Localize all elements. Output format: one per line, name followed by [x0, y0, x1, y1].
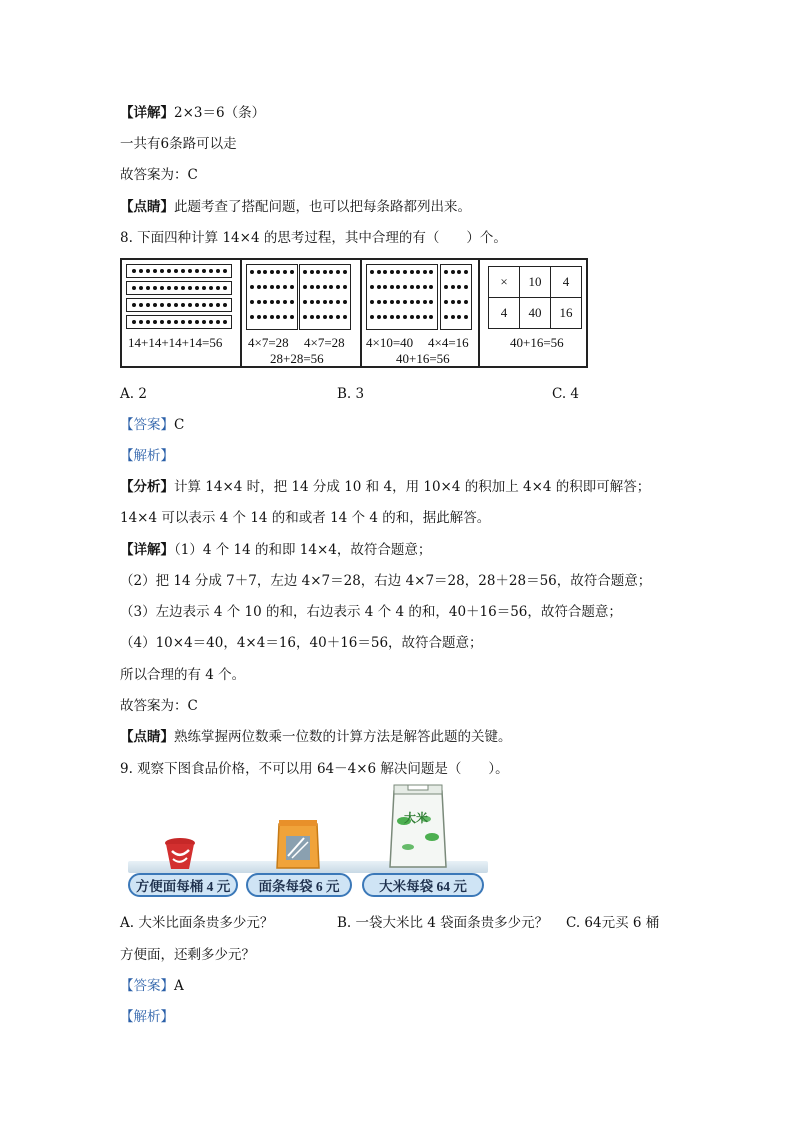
- detail-text: （1）4 个 14 的和即 14×4，故符合题意；: [174, 542, 432, 558]
- dot: [444, 300, 448, 304]
- dot: [383, 270, 387, 274]
- dot: [283, 315, 287, 319]
- conclusion-line: 所以合理的有 4 个。: [120, 667, 246, 683]
- answer-line: [120, 977, 184, 995]
- method-4-equation: 40+16=56: [510, 335, 564, 350]
- dot: [451, 315, 455, 319]
- option-a: A. 2: [120, 386, 147, 402]
- dot: [188, 269, 192, 273]
- price-tag-noodle-cup: 方便面每桶 4 元: [128, 873, 238, 897]
- dot: [329, 270, 333, 274]
- dot: [451, 270, 455, 274]
- method-3-equation-a: 4×10=40: [366, 335, 414, 350]
- analysis-line-1: [120, 478, 650, 496]
- dot: [132, 286, 136, 290]
- detail-line-1: [120, 541, 431, 559]
- dot: [377, 300, 381, 304]
- dot: [283, 300, 287, 304]
- dot: [153, 320, 157, 324]
- dot: [390, 300, 394, 304]
- dot: [160, 286, 164, 290]
- table-cell: 10: [520, 267, 551, 298]
- dot: [290, 315, 294, 319]
- dot: [310, 285, 314, 289]
- dot: [167, 269, 171, 273]
- dot-group-left: [246, 264, 298, 330]
- dot: [276, 285, 280, 289]
- dot: [263, 285, 267, 289]
- dianjing-tag: 【点睛】: [120, 199, 174, 215]
- dot: [464, 300, 468, 304]
- dot: [444, 285, 448, 289]
- detail-line-4: （4）10×4＝40，4×4＝16，40＋16＝56，故符合题意；: [120, 635, 483, 651]
- price-tag-rice: 大米每袋 64 元: [362, 873, 484, 897]
- method-3-cell: [362, 260, 478, 366]
- dot: [209, 269, 213, 273]
- dot-group-right: [299, 264, 351, 330]
- analysis-tag: 【分析】: [120, 479, 174, 495]
- dot: [464, 285, 468, 289]
- q9-figure: [128, 785, 488, 905]
- dot: [195, 320, 199, 324]
- dot: [270, 285, 274, 289]
- dot: [132, 320, 136, 324]
- dot: [263, 270, 267, 274]
- dot: [276, 270, 280, 274]
- dot: [303, 315, 307, 319]
- dot: [146, 320, 150, 324]
- dot: [429, 270, 433, 274]
- option-b: B. 一袋大米比 4 袋面条贵多少元？: [337, 915, 549, 931]
- detail-tag: 【详解】: [120, 542, 174, 558]
- dianjing-text: 此题考查了搭配问题，也可以把每条路都列出来。: [174, 199, 471, 215]
- dot: [336, 300, 340, 304]
- dot: [146, 269, 150, 273]
- dot: [153, 286, 157, 290]
- dot: [323, 300, 327, 304]
- dot: [336, 270, 340, 274]
- dot: [323, 270, 327, 274]
- option-c-continued: 方便面，还剩多少元？: [120, 947, 255, 963]
- dot: [457, 300, 461, 304]
- method-3-equation-c: 40+16=56: [396, 351, 450, 366]
- dot: [250, 285, 254, 289]
- dot: [257, 270, 261, 274]
- dot: [457, 270, 461, 274]
- method-1-cell: [122, 260, 240, 366]
- dot: [390, 315, 394, 319]
- dot: [383, 315, 387, 319]
- method-2-equation-c: 28+28=56: [270, 351, 324, 366]
- dot: [209, 303, 213, 307]
- dot: [403, 285, 407, 289]
- dot: [223, 286, 227, 290]
- detail-text: 2×3＝6（条）: [174, 105, 266, 121]
- question-8-stem: 8. 下面四种计算 14×4 的思考过程，其中合理的有（ ）个。: [120, 230, 507, 246]
- dot: [290, 300, 294, 304]
- dot: [167, 320, 171, 324]
- table-cell: ×: [489, 267, 520, 298]
- dot: [250, 300, 254, 304]
- method-2-equation-b: 4×7=28: [304, 335, 345, 350]
- dot: [343, 300, 347, 304]
- dot: [343, 315, 347, 319]
- dot: [444, 315, 448, 319]
- dot: [316, 270, 320, 274]
- dot: [270, 270, 274, 274]
- dot: [209, 320, 213, 324]
- table-cell: 4: [489, 298, 520, 329]
- dot: [181, 286, 185, 290]
- dot: [403, 270, 407, 274]
- dot: [370, 285, 374, 289]
- dot: [336, 315, 340, 319]
- dot: [223, 320, 227, 324]
- detail-line: [120, 104, 265, 122]
- dot: [202, 320, 206, 324]
- dianjing-text: 熟练掌握两位数乘一位数的计算方法是解答此题的关键。: [174, 729, 512, 745]
- price-tag-noodle-bag: 面条每袋 6 元: [246, 873, 352, 897]
- dot: [377, 270, 381, 274]
- dianjing-line: [120, 198, 471, 216]
- dot: [457, 315, 461, 319]
- jiexi-heading: 【解析】: [120, 448, 174, 464]
- final-answer-line: 故答案为：C: [120, 698, 198, 714]
- dot: [429, 285, 433, 289]
- dot: [276, 300, 280, 304]
- dot: [303, 285, 307, 289]
- answer-value: C: [174, 417, 185, 433]
- dot: [316, 315, 320, 319]
- dot: [370, 270, 374, 274]
- dot: [276, 315, 280, 319]
- answer-tag: 【答案】: [120, 417, 174, 433]
- dot: [390, 270, 394, 274]
- dot: [188, 303, 192, 307]
- dot: [188, 320, 192, 324]
- dot-row: [126, 281, 232, 295]
- dot: [403, 315, 407, 319]
- dot: [167, 303, 171, 307]
- dot: [444, 270, 448, 274]
- dot: [139, 269, 143, 273]
- table-cell: 16: [551, 298, 582, 329]
- dot: [202, 286, 206, 290]
- dot: [290, 285, 294, 289]
- option-c: C. 64元买 6 桶: [566, 915, 660, 931]
- dot: [310, 270, 314, 274]
- analysis-text: 计算 14×4 时，把 14 分成 10 和 4，用 10×4 的积加上 4×4 的积即可解答；: [174, 479, 651, 495]
- table-cell: 4: [551, 267, 582, 298]
- dot: [290, 270, 294, 274]
- dot: [329, 285, 333, 289]
- dot: [257, 285, 261, 289]
- dot: [209, 286, 213, 290]
- rice-bag-label: 大米: [404, 811, 429, 825]
- dot: [416, 270, 420, 274]
- dot: [174, 269, 178, 273]
- jiexi-heading: 【解析】: [120, 1009, 174, 1025]
- dot: [457, 285, 461, 289]
- dot: [195, 286, 199, 290]
- answer-value: A: [174, 978, 184, 994]
- dot: [343, 285, 347, 289]
- table-cell: 40: [520, 298, 551, 329]
- dot: [195, 303, 199, 307]
- dot: [451, 285, 455, 289]
- dot: [410, 285, 414, 289]
- dot: [174, 286, 178, 290]
- dot: [303, 300, 307, 304]
- dot: [270, 300, 274, 304]
- dot: [263, 300, 267, 304]
- option-b: B. 3: [337, 386, 365, 402]
- dot: [216, 269, 220, 273]
- answer-line: 故答案为：C: [120, 167, 198, 183]
- dot-group-tens: [366, 264, 438, 330]
- dot: [181, 303, 185, 307]
- dot: [174, 303, 178, 307]
- dot: [160, 303, 164, 307]
- dot: [188, 286, 192, 290]
- dot: [202, 269, 206, 273]
- dot: [195, 269, 199, 273]
- dot: [370, 315, 374, 319]
- dot: [410, 315, 414, 319]
- dot: [410, 300, 414, 304]
- dianjing-tag: 【点睛】: [120, 729, 174, 745]
- method-4-cell: [480, 260, 586, 366]
- dot: [257, 300, 261, 304]
- dot: [396, 300, 400, 304]
- dot-row: [126, 264, 232, 278]
- dot: [323, 315, 327, 319]
- dot: [396, 315, 400, 319]
- dot: [423, 315, 427, 319]
- dot: [390, 285, 394, 289]
- dot: [132, 303, 136, 307]
- multiplication-table: [488, 266, 582, 329]
- dot: [270, 315, 274, 319]
- dot-row: [126, 298, 232, 312]
- method-2-cell: [242, 260, 360, 366]
- dot: [396, 270, 400, 274]
- dot: [160, 269, 164, 273]
- dot: [139, 320, 143, 324]
- dot: [202, 303, 206, 307]
- dot: [423, 270, 427, 274]
- detail-tag: 【详解】: [120, 105, 174, 121]
- dot: [383, 300, 387, 304]
- dot: [223, 303, 227, 307]
- answer-tag: 【答案】: [120, 978, 174, 994]
- q8-figure: [120, 258, 588, 368]
- dot: [316, 285, 320, 289]
- dot: [250, 270, 254, 274]
- dot: [416, 300, 420, 304]
- dot: [303, 270, 307, 274]
- dot: [329, 315, 333, 319]
- dot: [416, 315, 420, 319]
- dot: [336, 285, 340, 289]
- explanation-line: 一共有6条路可以走: [120, 136, 237, 152]
- dot: [216, 303, 220, 307]
- dot: [181, 320, 185, 324]
- detail-line-2: （2）把 14 分成 7＋7，左边 4×7＝28，右边 4×7＝28，28＋28＝56，故符合题意；: [120, 573, 652, 589]
- dot: [310, 315, 314, 319]
- noodle-bag-icon: [274, 818, 322, 870]
- method-3-equation-b: 4×4=16: [428, 335, 469, 350]
- dot: [464, 315, 468, 319]
- dot: [383, 285, 387, 289]
- dot: [216, 286, 220, 290]
- dot: [423, 285, 427, 289]
- method-1-equation: 14+14+14+14=56: [128, 335, 223, 350]
- dot-row: [126, 315, 232, 329]
- dot: [160, 320, 164, 324]
- dot: [216, 320, 220, 324]
- dot: [403, 300, 407, 304]
- dot: [174, 320, 178, 324]
- dot: [146, 286, 150, 290]
- dot: [416, 285, 420, 289]
- dot: [139, 286, 143, 290]
- dot: [257, 315, 261, 319]
- dot: [343, 270, 347, 274]
- dot: [423, 300, 427, 304]
- dot: [223, 269, 227, 273]
- dot: [410, 270, 414, 274]
- dot: [323, 285, 327, 289]
- dot: [250, 315, 254, 319]
- dot: [316, 300, 320, 304]
- dot: [377, 315, 381, 319]
- dot: [310, 300, 314, 304]
- dot: [263, 315, 267, 319]
- dot: [132, 269, 136, 273]
- noodle-cup-icon: [162, 837, 198, 871]
- answer-line: [120, 416, 184, 434]
- dot-group-ones: [440, 264, 472, 330]
- option-c: C. 4: [552, 386, 580, 402]
- method-2-equation-a: 4×7=28: [248, 335, 289, 350]
- question-9-stem: 9. 观察下图食品价格，不可以用 64－4×6 解决问题是（ ）。: [120, 761, 509, 777]
- option-a: A. 大米比面条贵多少元？: [120, 915, 274, 931]
- dot: [153, 303, 157, 307]
- dot: [329, 300, 333, 304]
- dot: [167, 286, 171, 290]
- dot: [283, 285, 287, 289]
- analysis-line-2: 14×4 可以表示 4 个 14 的和或者 14 个 4 的和，据此解答。: [120, 510, 491, 526]
- dot: [429, 300, 433, 304]
- dot: [396, 285, 400, 289]
- dot: [283, 270, 287, 274]
- dot: [139, 303, 143, 307]
- dianjing-line: [120, 728, 512, 746]
- dot: [429, 315, 433, 319]
- dot: [377, 285, 381, 289]
- dot: [153, 269, 157, 273]
- dot: [464, 270, 468, 274]
- detail-line-3: （3）左边表示 4 个 10 的和，右边表示 4 个 4 的和，40＋16＝56，故符合题意；: [120, 604, 622, 620]
- dot: [451, 300, 455, 304]
- dot: [370, 300, 374, 304]
- dot: [146, 303, 150, 307]
- dot: [181, 269, 185, 273]
